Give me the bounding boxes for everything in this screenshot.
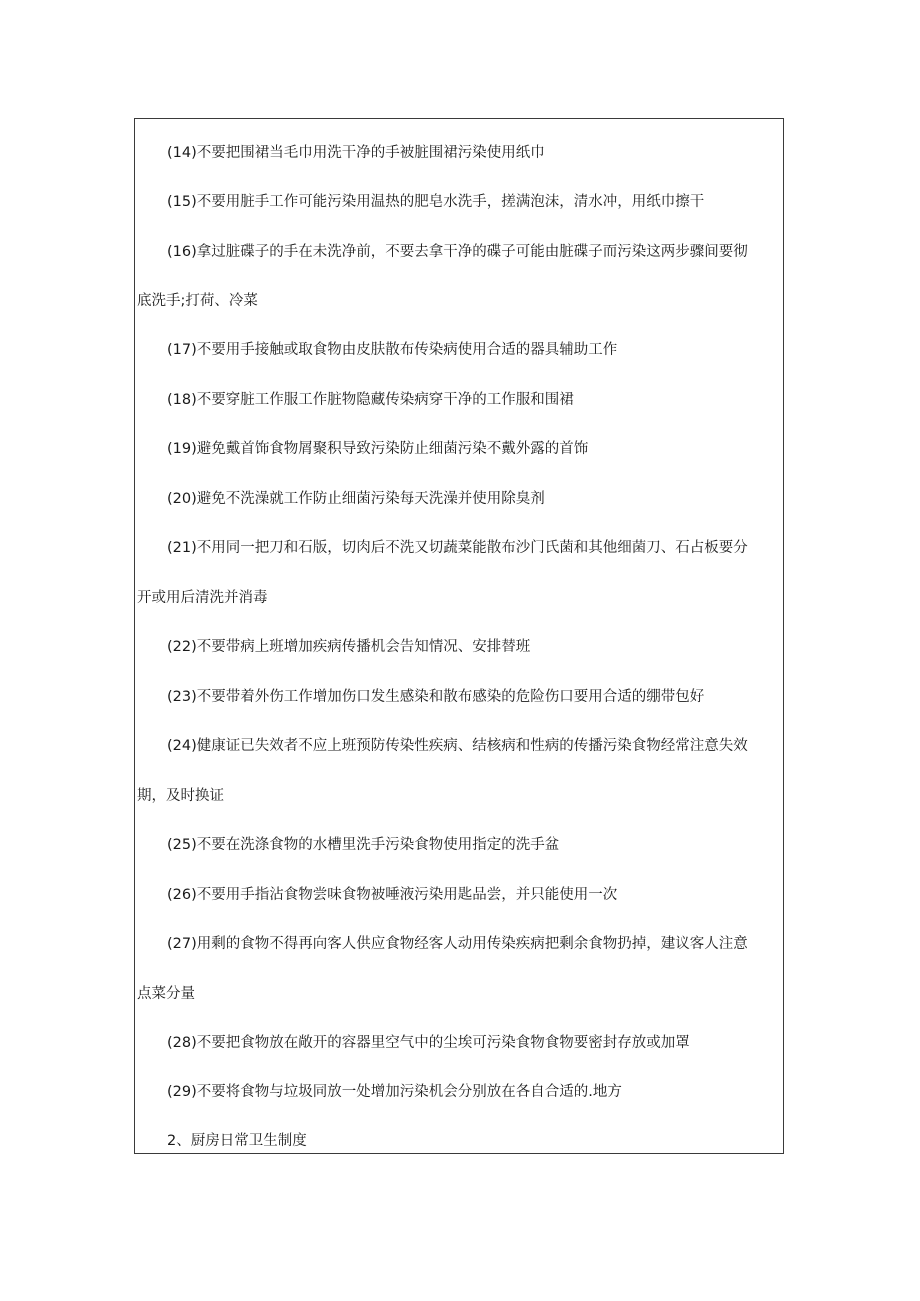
item-17: (17)不要用手接触或取食物由皮肤散布传染病使用合适的器具辅助工作	[167, 342, 618, 358]
item-21-continued: 开或用后清洗并消毒	[137, 590, 268, 606]
item-15: (15)不要用脏手工作可能污染用温热的肥皂水洗手，搓满泡沫，清水冲，用纸巾擦干	[167, 194, 705, 210]
item-24: (24)健康证已失效者不应上班预防传染性疾病、结核病和性病的传播污染食物经常注意失效	[167, 738, 748, 754]
item-26: (26)不要用手指沾食物尝味食物被唾液污染用匙品尝，并只能使用一次	[167, 887, 618, 903]
document-frame	[134, 118, 784, 1154]
item-14: (14)不要把围裙当毛巾用洗干净的手被脏围裙污染使用纸巾	[167, 145, 545, 161]
item-29: (29)不要将食物与垃圾同放一处增加污染机会分别放在各自合适的.地方	[167, 1084, 622, 1100]
item-23: (23)不要带着外伤工作增加伤口发生感染和散布感染的危险伤口要用合适的绷带包好	[167, 689, 705, 705]
item-28: (28)不要把食物放在敞开的容器里空气中的尘埃可污染食物食物要密封存放或加罩	[167, 1035, 690, 1051]
item-27-continued: 点菜分量	[137, 986, 195, 1002]
section-heading: 2、厨房日常卫生制度	[167, 1133, 307, 1149]
item-27: (27)用剩的食物不得再向客人供应食物经客人动用传染疾病把剩余食物扔掉，建议客人注意	[167, 936, 748, 952]
item-16: (16)拿过脏碟子的手在未洗净前，不要去拿干净的碟子可能由脏碟子而污染这两步骤间要彻	[167, 244, 748, 260]
item-20: (20)避免不洗澡就工作防止细菌污染每天洗澡并使用除臭剂	[167, 491, 545, 507]
item-24-continued: 期，及时换证	[137, 788, 224, 804]
item-25: (25)不要在洗涤食物的水槽里洗手污染食物使用指定的洗手盆	[167, 837, 560, 853]
item-18: (18)不要穿脏工作服工作脏物隐藏传染病穿干净的工作服和围裙	[167, 392, 574, 408]
item-16-continued: 底洗手;打荷、冷菜	[137, 293, 258, 309]
item-22: (22)不要带病上班增加疾病传播机会告知情况、安排替班	[167, 639, 531, 655]
item-19: (19)避免戴首饰食物屑聚积导致污染防止细菌污染不戴外露的首饰	[167, 441, 589, 457]
item-21: (21)不用同一把刀和石版，切肉后不洗又切蔬菜能散布沙门氏菌和其他细菌刀、石占板要分	[167, 540, 748, 556]
